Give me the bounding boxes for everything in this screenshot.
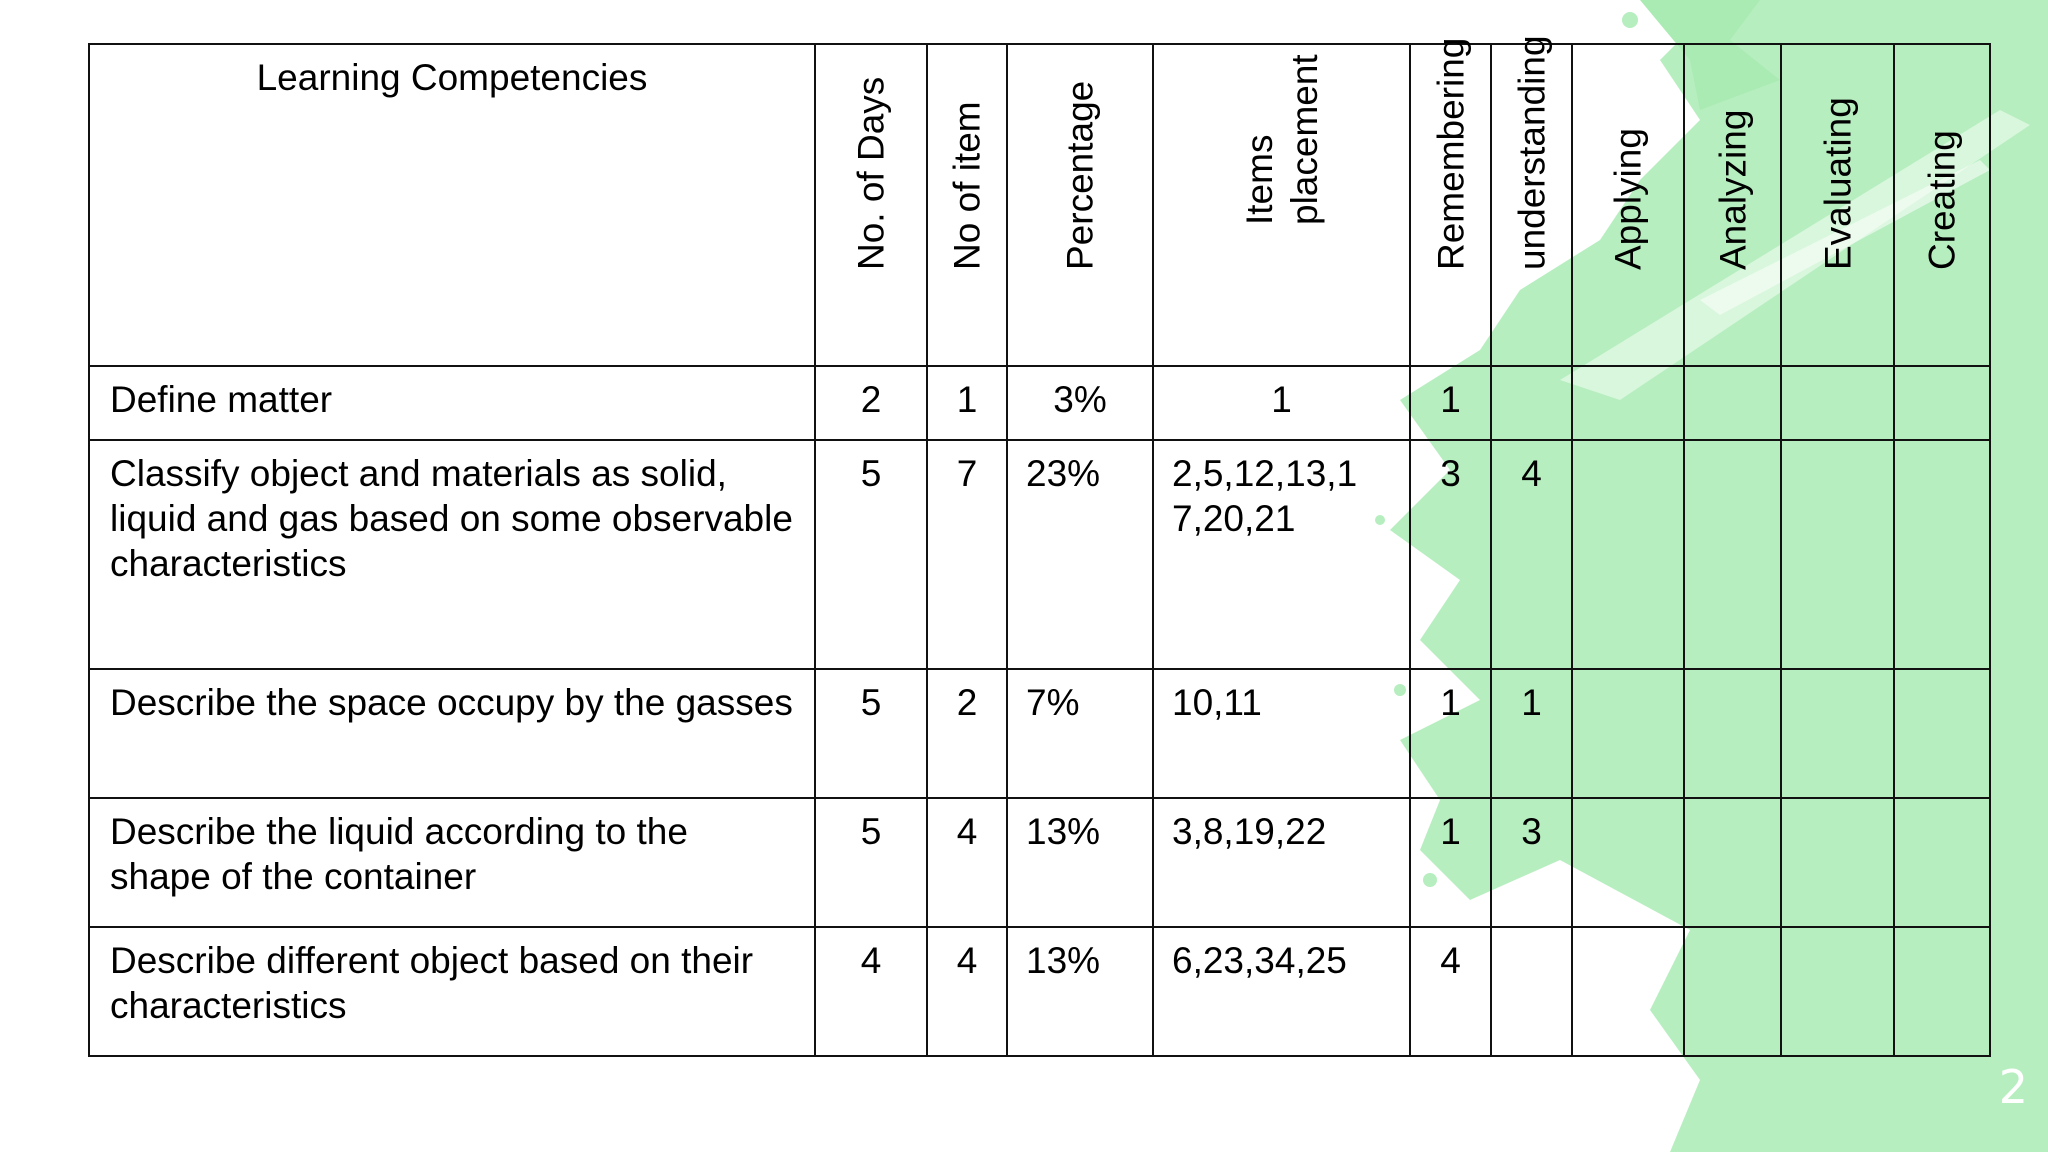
cell-analyzing <box>1684 669 1781 798</box>
cell-placement: 1 <box>1153 366 1410 440</box>
brush-speck <box>1622 12 1638 28</box>
cell-placement: 6,23,34,25 <box>1153 927 1410 1056</box>
cell-items: 4 <box>927 798 1007 927</box>
cell-evaluating <box>1781 366 1894 440</box>
cell-items: 7 <box>927 440 1007 669</box>
cell-percentage: 3% <box>1007 366 1153 440</box>
cell-competency: Classify object and materials as solid, liquid and gas based on some observable characteristics <box>89 440 815 669</box>
cell-days: 5 <box>815 798 927 927</box>
cell-creating <box>1894 440 1990 669</box>
cell-remembering: 3 <box>1410 440 1491 669</box>
cell-applying <box>1572 669 1684 798</box>
header-no-of-item: No of item <box>927 44 1007 366</box>
cell-competency: Describe the liquid according to the shape of the container <box>89 798 815 927</box>
header-no-of-days: No. of Days <box>815 44 927 366</box>
cell-analyzing <box>1684 366 1781 440</box>
cell-percentage: 7% <box>1007 669 1153 798</box>
cell-applying <box>1572 927 1684 1056</box>
cell-understanding <box>1491 366 1572 440</box>
slide-number: 2 <box>1998 1060 2028 1114</box>
cell-competency: Describe the space occupy by the gasses <box>89 669 815 798</box>
header-row <box>89 44 1990 366</box>
header-evaluating: Evaluating <box>1781 44 1894 366</box>
cell-percentage: 13% <box>1007 927 1153 1056</box>
cell-evaluating <box>1781 798 1894 927</box>
cell-applying <box>1572 798 1684 927</box>
header-learning-competencies: Learning Competencies <box>89 44 815 366</box>
header-remembering: Remembering <box>1410 44 1491 366</box>
cell-percentage: 23% <box>1007 440 1153 669</box>
cell-understanding: 1 <box>1491 669 1572 798</box>
cell-items: 1 <box>927 366 1007 440</box>
cell-understanding <box>1491 927 1572 1056</box>
cell-remembering: 1 <box>1410 669 1491 798</box>
table-row <box>89 669 1990 798</box>
table-row <box>89 366 1990 440</box>
cell-analyzing <box>1684 440 1781 669</box>
cell-understanding: 3 <box>1491 798 1572 927</box>
cell-days: 2 <box>815 366 927 440</box>
cell-remembering: 1 <box>1410 366 1491 440</box>
cell-analyzing <box>1684 927 1781 1056</box>
cell-placement: 3,8,19,22 <box>1153 798 1410 927</box>
cell-items: 2 <box>927 669 1007 798</box>
cell-creating <box>1894 669 1990 798</box>
header-items-placement: Items placement <box>1153 44 1410 366</box>
cell-days: 4 <box>815 927 927 1056</box>
cell-days: 5 <box>815 440 927 669</box>
header-applying: Applying <box>1572 44 1684 366</box>
cell-applying <box>1572 440 1684 669</box>
header-analyzing: Analyzing <box>1684 44 1781 366</box>
header-creating: Creating <box>1894 44 1990 366</box>
cell-understanding: 4 <box>1491 440 1572 669</box>
header-understanding: understanding <box>1491 44 1572 366</box>
cell-creating <box>1894 366 1990 440</box>
table-row <box>89 798 1990 927</box>
cell-days: 5 <box>815 669 927 798</box>
cell-placement: 10,11 <box>1153 669 1410 798</box>
cell-placement: 2,5,12,13,1 7,20,21 <box>1153 440 1410 669</box>
table-row <box>89 927 1990 1056</box>
cell-competency: Define matter <box>89 366 815 440</box>
cell-evaluating <box>1781 669 1894 798</box>
cell-evaluating <box>1781 440 1894 669</box>
cell-percentage: 13% <box>1007 798 1153 927</box>
cell-items: 4 <box>927 927 1007 1056</box>
cell-remembering: 4 <box>1410 927 1491 1056</box>
table-row <box>89 440 1990 669</box>
cell-remembering: 1 <box>1410 798 1491 927</box>
header-percentage: Percentage <box>1007 44 1153 366</box>
cell-applying <box>1572 366 1684 440</box>
cell-evaluating <box>1781 927 1894 1056</box>
table-of-specification <box>88 35 1991 1057</box>
cell-analyzing <box>1684 798 1781 927</box>
cell-competency: Describe different object based on their characteristics <box>89 927 815 1056</box>
cell-creating <box>1894 798 1990 927</box>
cell-creating <box>1894 927 1990 1056</box>
